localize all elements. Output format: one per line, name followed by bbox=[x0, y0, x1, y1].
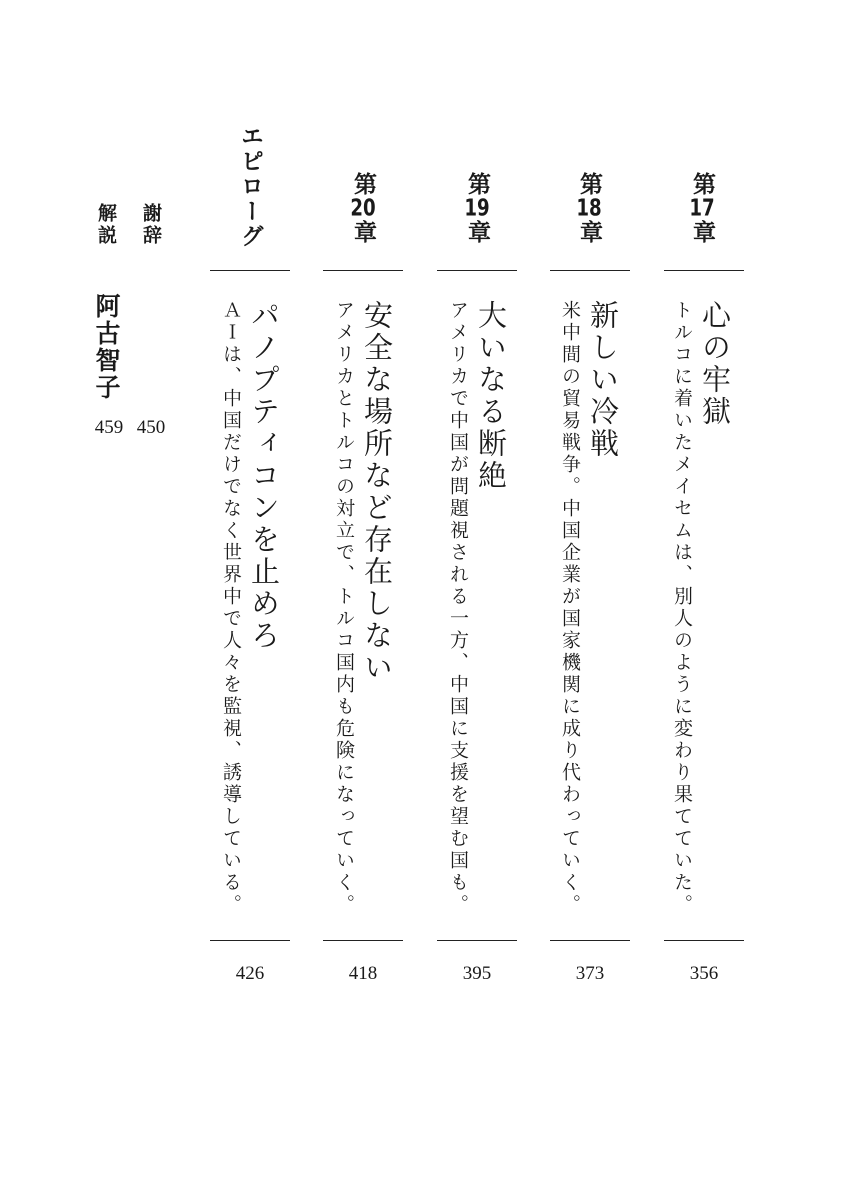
divider-bottom bbox=[323, 940, 403, 941]
chapter-label bbox=[690, 172, 713, 245]
chapter-number: 20 bbox=[350, 197, 376, 220]
divider-bottom bbox=[437, 940, 517, 941]
chapter-number: 17 bbox=[689, 197, 715, 220]
chapter-label bbox=[351, 172, 374, 245]
commentary-author: 阿古智子 bbox=[92, 293, 121, 401]
chapter-number: 19 bbox=[464, 197, 490, 220]
page-number: 459 bbox=[94, 417, 124, 438]
page-number: 426 bbox=[235, 963, 265, 984]
chapter-label bbox=[465, 172, 488, 245]
epilogue-title: パノプティコンを止めろ bbox=[247, 300, 281, 652]
divider-top bbox=[550, 270, 630, 271]
chapter-prefix: 第 bbox=[464, 172, 490, 197]
chapter-number: 18 bbox=[576, 197, 602, 220]
chapter-prefix: 第 bbox=[689, 172, 715, 197]
page-number: 418 bbox=[348, 963, 378, 984]
chapter-suffix: 章 bbox=[576, 220, 602, 245]
chapter-title: 安全な場所など存在しない bbox=[360, 300, 394, 684]
divider-bottom bbox=[210, 940, 290, 941]
page-number: 373 bbox=[575, 963, 605, 984]
divider-top bbox=[323, 270, 403, 271]
chapter-title: 心の牢獄 bbox=[698, 300, 732, 428]
chapter-description: アメリカで中国が問題視される一方、中国に支援を望む国も。 bbox=[447, 300, 469, 916]
divider-top bbox=[664, 270, 744, 271]
chapter-prefix: 第 bbox=[576, 172, 602, 197]
chapter-prefix: 第 bbox=[350, 172, 376, 197]
chapter-suffix: 章 bbox=[350, 220, 376, 245]
commentary-label: 解説 bbox=[95, 203, 117, 247]
chapter-description: トルコに着いたメイセムは、別人のように変わり果てていた。 bbox=[671, 300, 693, 916]
chapter-label bbox=[577, 172, 600, 245]
epilogue-label: エピローグ bbox=[237, 124, 263, 249]
divider-top bbox=[437, 270, 517, 271]
page-number: 395 bbox=[462, 963, 492, 984]
chapter-suffix: 章 bbox=[689, 220, 715, 245]
chapter-description: アメリカとトルコの対立で、トルコ国内も危険になっていく。 bbox=[333, 300, 355, 916]
page-number: 450 bbox=[136, 417, 166, 438]
divider-top bbox=[210, 270, 290, 271]
chapter-description: 米中間の貿易戦争。中国企業が国家機関に成り代わっていく。 bbox=[559, 300, 581, 916]
epilogue-description: ＡＩは、中国だけでなく世界中で人々を監視、誘導している。 bbox=[220, 300, 242, 916]
acknowledgments-label: 謝辞 bbox=[140, 203, 162, 247]
divider-bottom bbox=[664, 940, 744, 941]
chapter-title: 新しい冷戦 bbox=[586, 300, 620, 460]
page-number: 356 bbox=[689, 963, 719, 984]
chapter-title: 大いなる断絶 bbox=[474, 300, 508, 492]
divider-bottom bbox=[550, 940, 630, 941]
chapter-suffix: 章 bbox=[464, 220, 490, 245]
